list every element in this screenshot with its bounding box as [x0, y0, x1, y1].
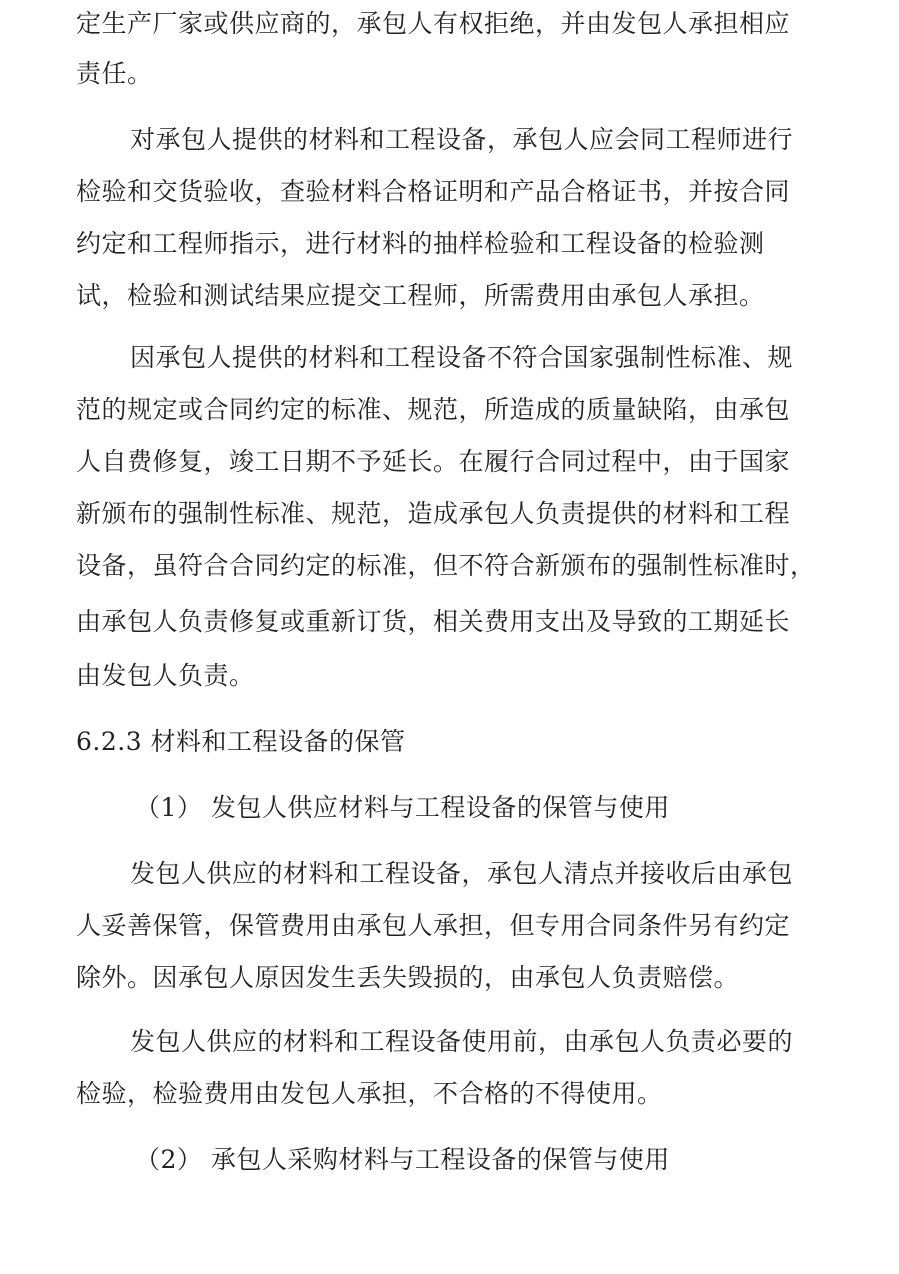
text-line: 试，检验和测试结果应提交工程师，所需费用由承包人承担。 [76, 281, 765, 310]
text-line: 范的规定或合同约定的标准、规范，所造成的质量缺陷，由承包 [76, 395, 791, 424]
text-line: 定生产厂家或供应商的，承包人有权拒绝，并由发包人承担相应 [76, 9, 791, 38]
text-line: 检验，检验费用由发包人承担，不合格的不得使用。 [76, 1079, 663, 1108]
text-line: 新颁布的强制性标准、规范，造成承包人负责提供的材料和工程 [76, 499, 791, 528]
subsection-heading: （2） 承包人采购材料与工程设备的保管与使用 [135, 1145, 670, 1174]
section-heading: 6.2.3 材料和工程设备的保管 [76, 727, 406, 756]
text-line: 除外。因承包人原因发生丢失毁损的，由承包人负责赔偿。 [76, 963, 740, 992]
text-line: 检验和交货验收，查验材料合格证明和产品合格证书，并按合同 [76, 177, 791, 206]
text-line: 由发包人负责。 [76, 661, 255, 690]
paragraph-first-line: 对承包人提供的材料和工程设备，承包人应会同工程师进行 [130, 125, 794, 154]
text-line: 责任。 [76, 59, 153, 88]
text-line: 设备，虽符合合同约定的标准，但不符合新颁布的强制性标准时， [76, 551, 816, 580]
text-line: 人妥善保管，保管费用由承包人承担，但专用合同条件另有约定 [76, 911, 791, 940]
subsection-heading: （1） 发包人供应材料与工程设备的保管与使用 [135, 793, 670, 822]
paragraph-first-line: 发包人供应的材料和工程设备，承包人清点并接收后由承包 [130, 859, 794, 888]
text-line: 约定和工程师指示，进行材料的抽样检验和工程设备的检验测 [76, 229, 765, 258]
paragraph-first-line: 发包人供应的材料和工程设备使用前，由承包人负责必要的 [130, 1027, 794, 1056]
text-line: 由承包人负责修复或重新订货，相关费用支出及导致的工期延长 [76, 607, 791, 636]
text-line: 人自费修复，竣工日期不予延长。在履行合同过程中，由于国家 [76, 447, 791, 476]
paragraph-first-line: 因承包人提供的材料和工程设备不符合国家强制性标准、规 [130, 343, 794, 372]
